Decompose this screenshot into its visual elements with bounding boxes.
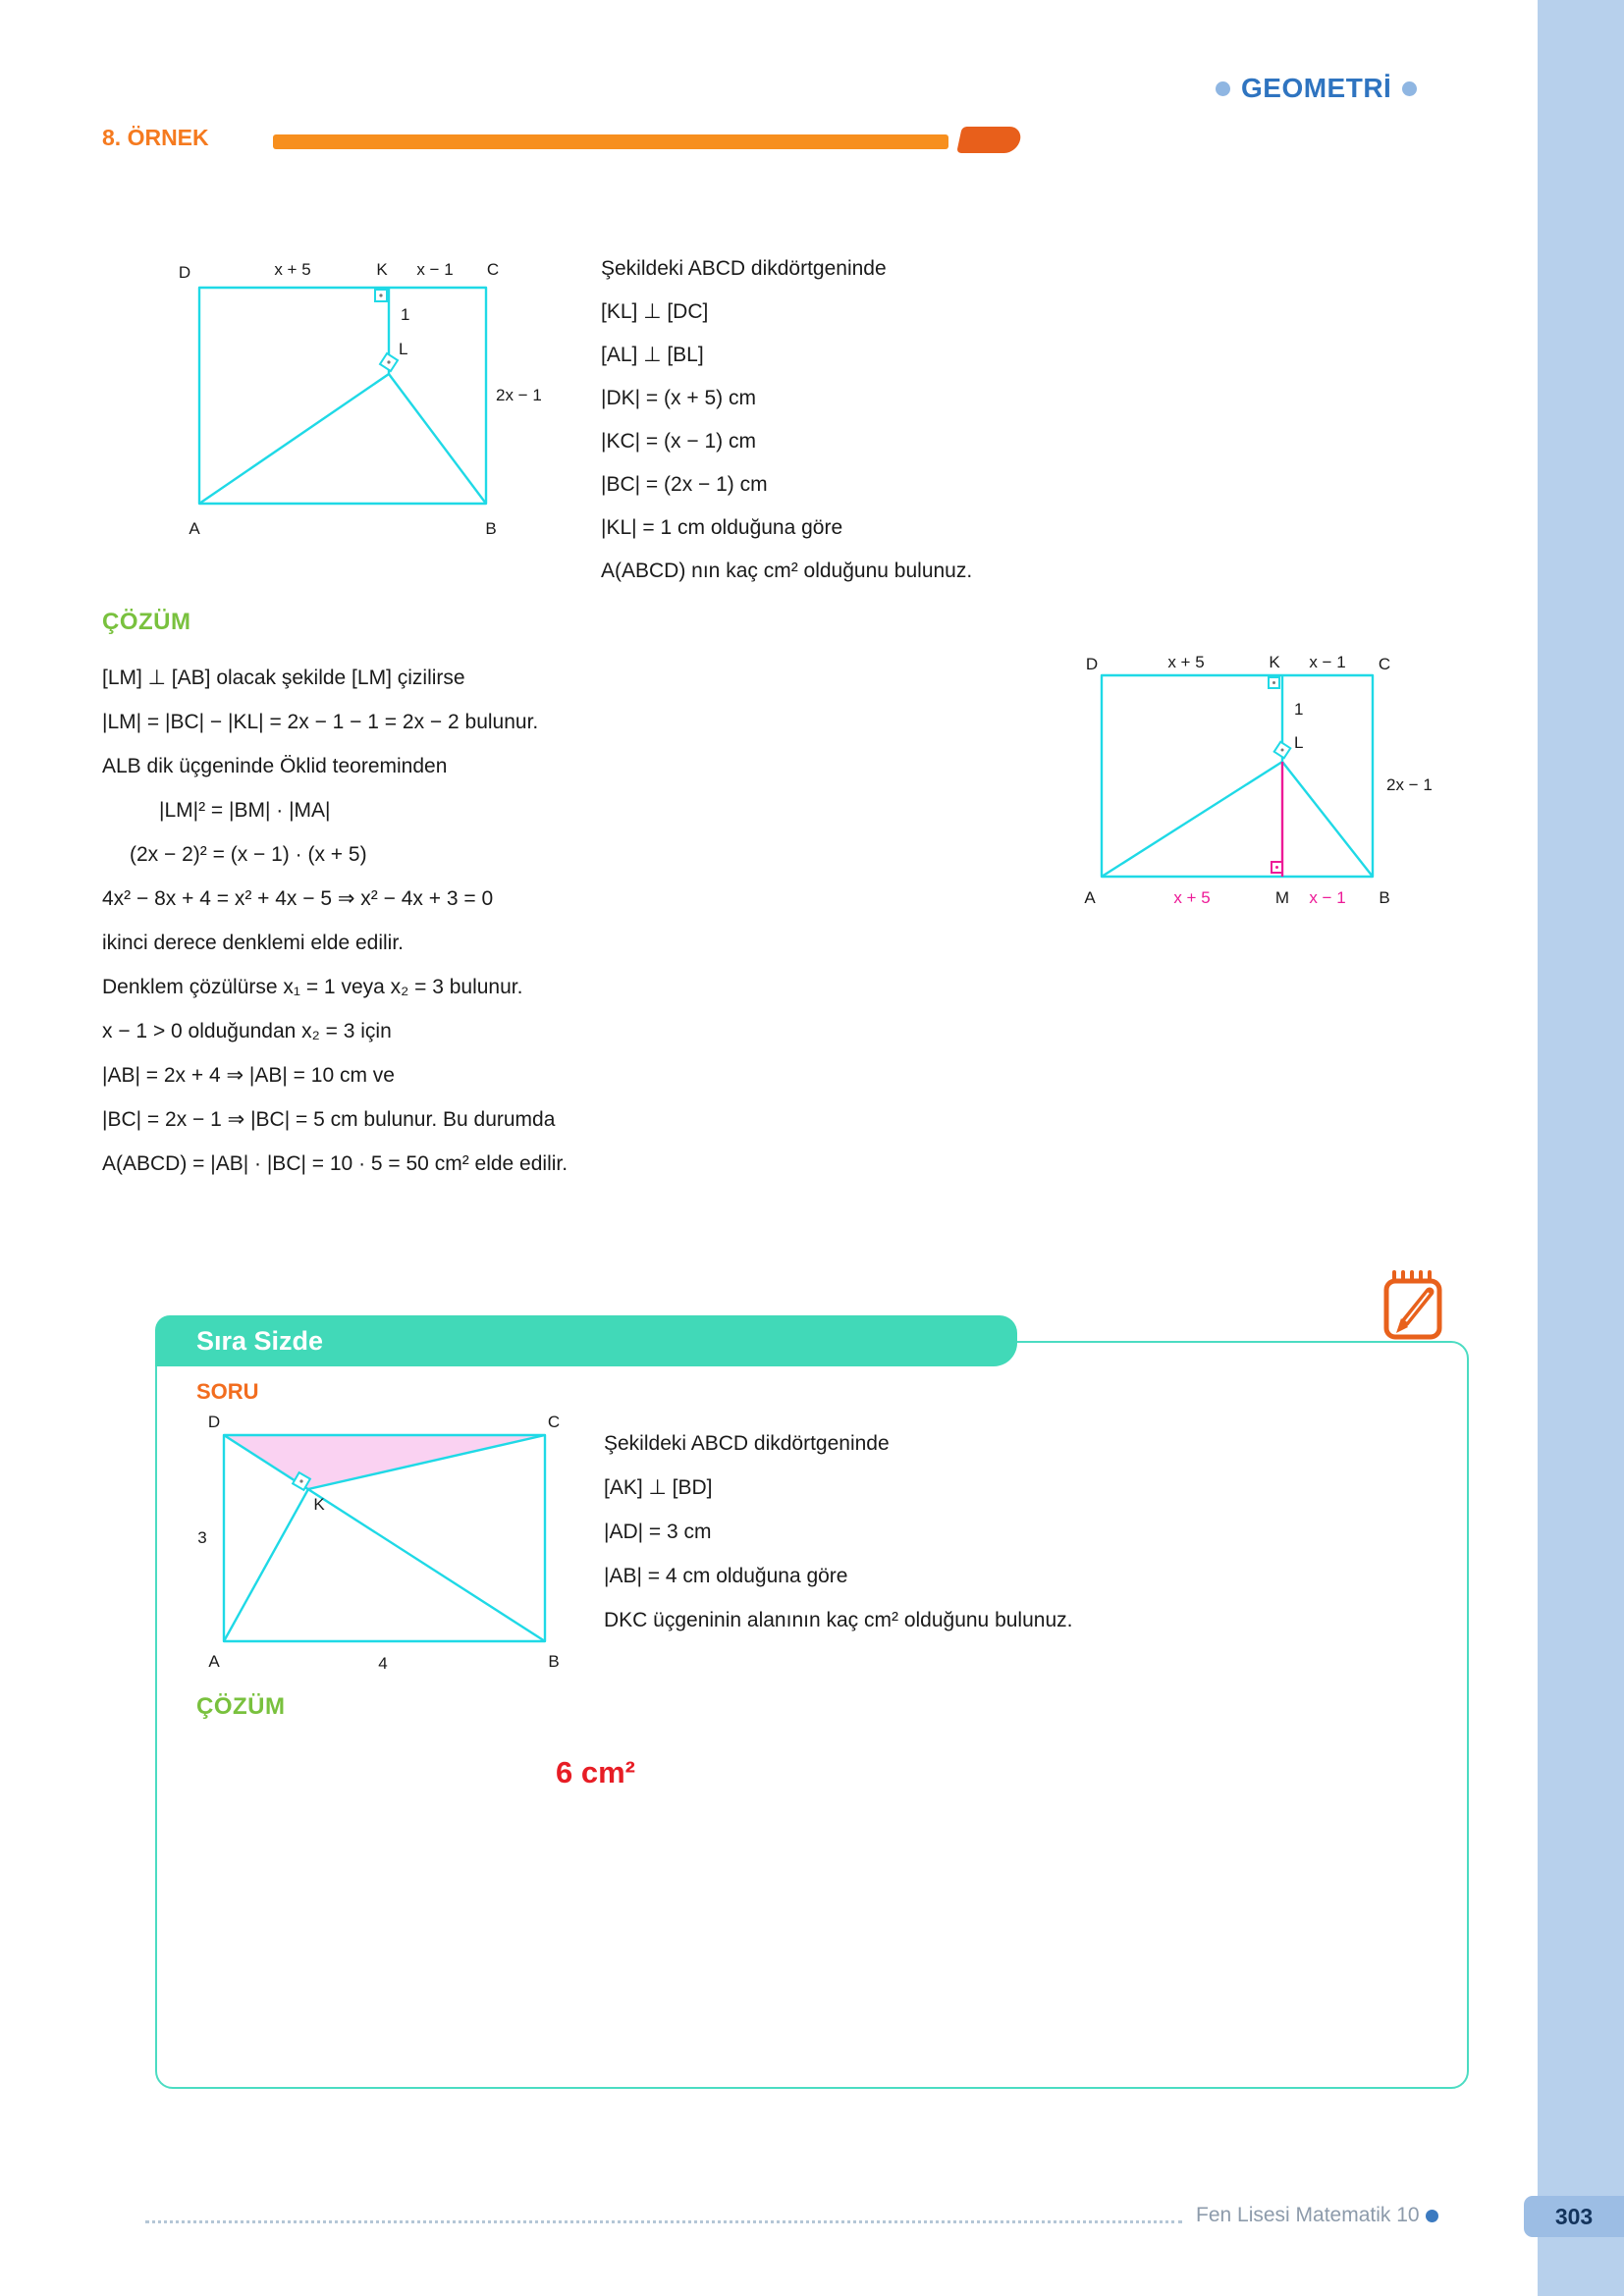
problem-line: |AD| = 3 cm — [604, 1521, 712, 1543]
problem-line: A(ABCD) nın kaç cm² olduğunu bulunuz. — [601, 560, 973, 582]
length-label-kl: 1 — [401, 305, 410, 324]
vertex-label-k: K — [1269, 653, 1280, 671]
example-problem — [601, 247, 1210, 593]
answer-text: 6 cm² — [556, 1755, 635, 1789]
right-angle-dot — [299, 1479, 302, 1482]
length-label-am: x + 5 — [1173, 888, 1211, 907]
solution-line: ALB dik üçgeninde Öklid teoreminden — [102, 755, 448, 777]
sira-sizde-figure — [187, 1404, 619, 1693]
vertex-label-a: A — [208, 1652, 220, 1671]
length-label-mb: x − 1 — [1309, 888, 1346, 907]
rectangle-abcd — [199, 288, 486, 504]
length-label-kc: x − 1 — [416, 260, 454, 279]
right-angle-dot — [379, 294, 382, 296]
vertex-label-k: K — [376, 260, 388, 279]
header-dot-left-icon — [1216, 81, 1230, 96]
solution-line: (2x − 2)² = (x − 1) · (x + 5) — [130, 843, 367, 866]
length-label-dk: x + 5 — [1167, 653, 1205, 671]
solution-line: A(ABCD) = |AB| · |BC| = 10 · 5 = 50 cm² elde edilir. — [102, 1152, 568, 1175]
problem-line: DKC üçgeninin alanının kaç cm² olduğunu bulunuz. — [604, 1609, 1073, 1631]
segment-al — [199, 374, 389, 504]
vertex-label-a: A — [1084, 888, 1096, 907]
length-label-ad: 3 — [197, 1528, 207, 1547]
solution-label: ÇÖZÜM — [196, 1693, 286, 1720]
solution-line: x − 1 > 0 olduğundan x₂ = 3 için — [102, 1020, 392, 1042]
vertex-label-b: B — [485, 519, 497, 538]
vertex-label-c: C — [486, 260, 500, 279]
footer-dotted-line — [145, 2220, 1182, 2223]
vertex-label-d: D — [1085, 655, 1099, 673]
shaded-triangle-dkc — [224, 1435, 545, 1489]
solution-line: |LM|² = |BM| · |MA| — [159, 799, 331, 822]
segment-lb — [389, 374, 486, 504]
segment-ak — [224, 1489, 308, 1641]
length-label-dk: x + 5 — [274, 260, 311, 279]
vertex-label-a: A — [189, 519, 200, 538]
right-angle-dot — [1272, 681, 1275, 684]
chapter-title: GEOMETRİ — [1241, 73, 1392, 103]
point-label-l: L — [1294, 733, 1304, 752]
right-angle-dot — [1281, 749, 1284, 752]
vertex-label-b: B — [1379, 888, 1390, 907]
segment-lb — [1282, 762, 1373, 877]
example-solution — [102, 656, 731, 1186]
solution-label: ÇÖZÜM — [102, 609, 191, 635]
vertex-label-d: D — [178, 263, 191, 282]
length-label-bc: 2x − 1 — [1386, 775, 1433, 794]
length-label-bc: 2x − 1 — [496, 386, 542, 404]
problem-line: |AB| = 4 cm olduğuna göre — [604, 1565, 848, 1587]
length-label-kc: x − 1 — [1309, 653, 1346, 671]
right-angle-dot — [387, 360, 390, 363]
problem-line: Şekildeki ABCD dikdörtgeninde — [604, 1432, 890, 1455]
length-label-kl: 1 — [1294, 700, 1304, 719]
solution-line: |LM| = |BC| − |KL| = 2x − 1 − 1 = 2x − 2 bulunur. — [102, 711, 539, 733]
example-figure — [126, 167, 617, 555]
rectangle-abcd — [1102, 675, 1373, 877]
footer-book-title: Fen Lisesi Matematik 10 — [1196, 2204, 1420, 2226]
soru-label: SORU — [196, 1379, 259, 1404]
problem-line: [KL] ⊥ [DC] — [601, 300, 709, 323]
problem-line: Şekildeki ABCD dikdörtgeninde — [601, 257, 887, 280]
footer-dot-icon — [1426, 2210, 1438, 2222]
point-label-l: L — [399, 340, 408, 358]
notepad-pencil-icon — [1373, 1266, 1456, 1357]
example-banner-bar — [273, 134, 948, 149]
vertex-label-c: C — [1378, 655, 1391, 673]
length-label-ab: 4 — [378, 1654, 388, 1673]
solution-line: |AB| = 2x + 4 ⇒ |AB| = 10 cm ve — [102, 1064, 395, 1087]
header-dot-right-icon — [1402, 81, 1417, 96]
problem-line: |KC| = (x − 1) cm — [601, 430, 756, 453]
solution-figure — [1060, 630, 1542, 925]
solution-line: [LM] ⊥ [AB] olacak şekilde [LM] çizilirse — [102, 667, 465, 689]
sira-sizde-banner: Sıra Sizde — [155, 1315, 1017, 1366]
vertex-label-c: C — [547, 1413, 561, 1431]
page-number: 303 — [1524, 2196, 1624, 2237]
chapter-header — [1216, 73, 1417, 104]
example-label: 8. ÖRNEK — [102, 125, 209, 150]
solution-line: Denklem çözülürse x₁ = 1 veya x₂ = 3 bulunur. — [102, 976, 523, 998]
point-label-k: K — [313, 1495, 325, 1514]
vertex-label-b: B — [548, 1652, 560, 1671]
segment-al — [1102, 762, 1282, 877]
problem-line: |DK| = (x + 5) cm — [601, 387, 756, 409]
page-edge-strip — [1538, 0, 1624, 2296]
point-label-m: M — [1274, 888, 1290, 907]
solution-line: |BC| = 2x − 1 ⇒ |BC| = 5 cm bulunur. Bu durumda — [102, 1108, 556, 1131]
problem-line: |KL| = 1 cm olduğuna göre — [601, 516, 843, 539]
problem-line: [AK] ⊥ [BD] — [604, 1476, 713, 1499]
solution-line: 4x² − 8x + 4 = x² + 4x − 5 ⇒ x² − 4x + 3 = 0 — [102, 887, 494, 910]
problem-line: [AL] ⊥ [BL] — [601, 344, 704, 366]
example-banner-end — [956, 127, 1023, 153]
solution-line: ikinci derece denklemi elde edilir. — [102, 932, 404, 954]
right-angle-dot — [1275, 866, 1278, 869]
sira-sizde-problem — [604, 1421, 1252, 1642]
vertex-label-d: D — [207, 1413, 221, 1431]
problem-line: |BC| = (2x − 1) cm — [601, 473, 768, 496]
